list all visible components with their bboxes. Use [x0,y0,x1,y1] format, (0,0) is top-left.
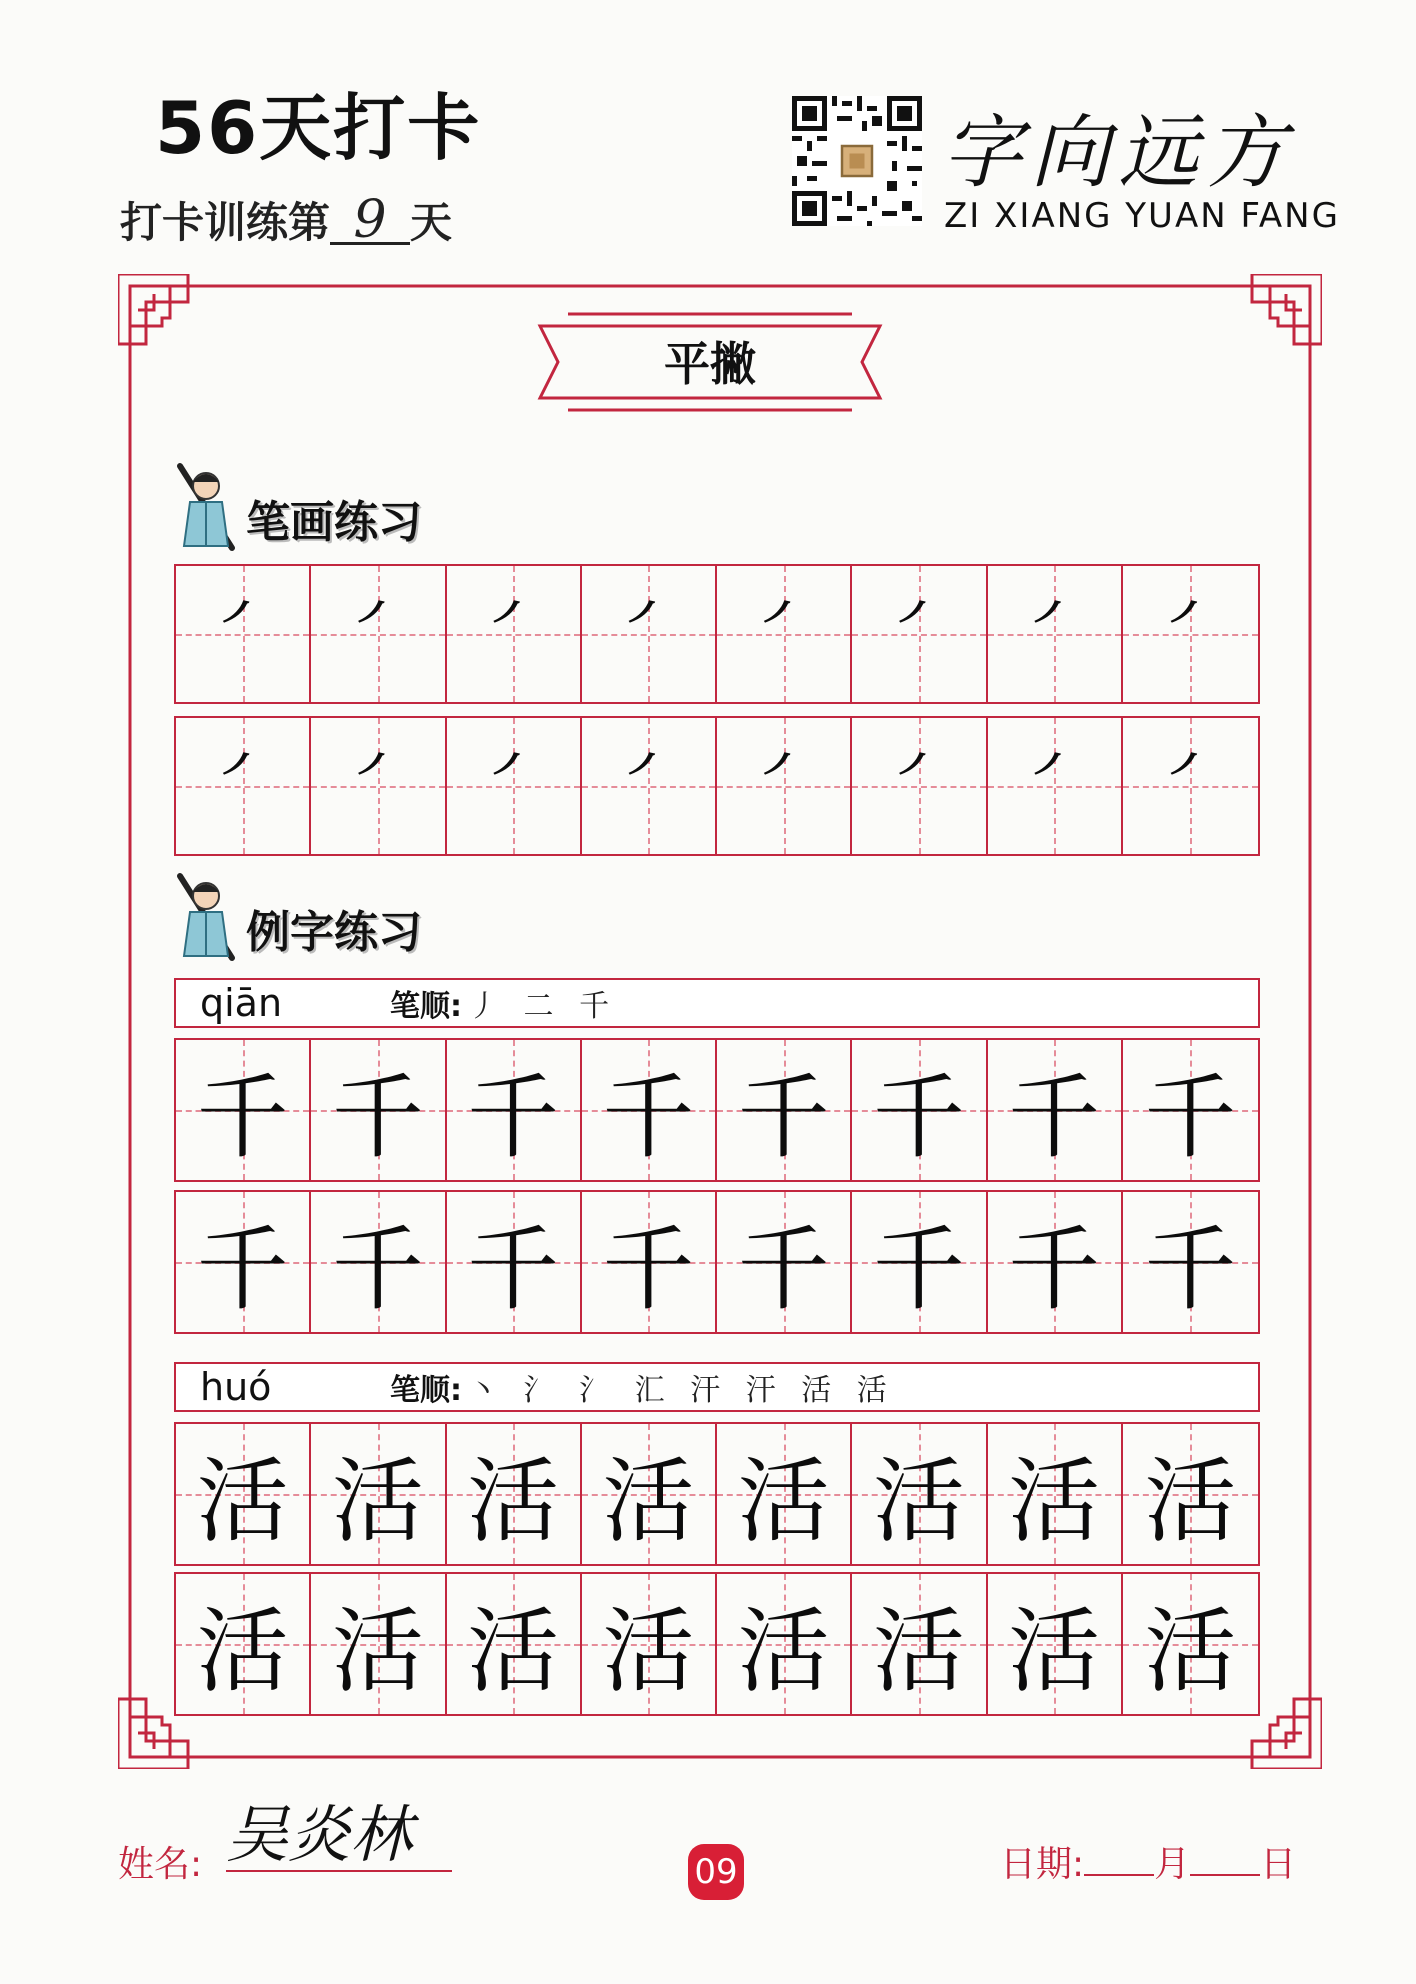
character-sample: 千 [467,1216,560,1323]
practice-cell[interactable] [717,566,852,702]
stroke-order-sequence: 丶 氵 氵 汇 汗 汗 活 活 [468,1373,895,1408]
practice-cell[interactable] [311,1040,446,1180]
stroke-sample: ㇒ [761,594,806,645]
character-practice-row [174,1572,1260,1716]
character-sample: 千 [467,1064,560,1171]
practice-cell[interactable] [988,566,1123,702]
practice-cell[interactable] [988,1040,1123,1180]
practice-cell[interactable] [447,718,582,854]
month-field[interactable] [1084,1874,1154,1876]
character-sample: 活 [331,1598,424,1705]
day-prefix: 打卡训练第 [120,198,331,247]
stroke-sample: ㇒ [355,746,400,797]
stroke-sample: ㇒ [626,746,671,797]
stroke-practice-row [174,564,1260,704]
practice-cell[interactable] [1123,718,1258,854]
practice-cell[interactable] [988,1192,1123,1332]
practice-cell[interactable] [852,1192,987,1332]
practice-cell[interactable] [582,718,717,854]
practice-cell[interactable] [717,718,852,854]
practice-cell[interactable] [447,1574,582,1714]
practice-cell[interactable] [176,566,311,702]
practice-cell[interactable] [852,1040,987,1180]
date-line [1000,1836,1296,1887]
character-sample: 千 [331,1064,424,1171]
day-number-field[interactable]: 9 [330,198,410,245]
stroke-sample: ㇒ [355,594,400,645]
character-sample: 千 [1008,1216,1101,1323]
day-field[interactable] [1190,1874,1260,1876]
month-label: 月 [1154,1844,1191,1885]
stroke-sample: ㇒ [761,746,806,797]
practice-cell[interactable] [1123,1040,1258,1180]
stroke-sample: ㇒ [220,746,265,797]
character-sample: 千 [1008,1064,1101,1171]
stroke-sample: ㇒ [626,594,671,645]
character-sample: 活 [602,1598,695,1705]
practice-cell[interactable] [717,1192,852,1332]
pinyin-bar-qian [174,978,1260,1028]
practice-cell[interactable] [988,718,1123,854]
character-sample: 活 [196,1598,289,1705]
character-sample: 千 [602,1064,695,1171]
character-sample: 活 [737,1598,830,1705]
character-sample: 活 [1144,1448,1237,1555]
day-suffix: 天 [410,198,453,247]
practice-cell[interactable] [1123,1424,1258,1564]
stroke-order-label: 笔顺: [390,989,462,1024]
practice-cell[interactable] [447,1424,582,1564]
date-label: 日期: [1000,1844,1085,1885]
practice-cell[interactable] [176,1040,311,1180]
practice-cell[interactable] [717,1424,852,1564]
lesson-title: 平撇 [664,337,756,391]
character-sample: 活 [602,1448,695,1555]
stroke-sample: ㇒ [1168,746,1213,797]
practice-cell[interactable] [852,1424,987,1564]
character-sample: 活 [737,1448,830,1555]
character-sample: 活 [331,1448,424,1555]
stroke-sample: ㇒ [491,594,536,645]
character-sample: 千 [602,1216,695,1323]
practice-cell[interactable] [311,1424,446,1564]
brand-pinyin: ZI XIANG YUAN FANG [944,196,1340,236]
character-sample: 活 [872,1598,965,1705]
practice-cell[interactable] [447,1192,582,1332]
character-sample: 活 [1008,1448,1101,1555]
practice-cell[interactable] [311,566,446,702]
qr-code-icon [792,96,922,226]
stroke-sample: ㇒ [1032,594,1077,645]
character-sample: 千 [737,1064,830,1171]
practice-cell[interactable] [447,1040,582,1180]
character-sample: 活 [467,1448,560,1555]
practice-cell[interactable] [582,1424,717,1564]
stroke-sample: ㇒ [896,746,941,797]
stroke-sample: ㇒ [491,746,536,797]
practice-cell[interactable] [582,1040,717,1180]
practice-cell[interactable] [447,566,582,702]
character-sample: 活 [196,1448,289,1555]
character-sample: 千 [196,1216,289,1323]
character-practice-row [174,1190,1260,1334]
stroke-practice-title: 笔画练习 [246,497,422,548]
example-practice-title: 例字练习 [246,907,422,958]
practice-cell[interactable] [311,1574,446,1714]
scholar-icon [166,462,246,552]
pinyin: qiān [200,981,283,1025]
practice-cell[interactable] [852,566,987,702]
character-sample: 千 [737,1216,830,1323]
character-sample: 千 [872,1064,965,1171]
practice-cell[interactable] [1123,1192,1258,1332]
character-sample: 千 [872,1216,965,1323]
stroke-sample: ㇒ [1168,594,1213,645]
brand-name: 字向远方 [942,106,1294,199]
character-sample: 活 [1144,1598,1237,1705]
practice-cell[interactable] [582,1574,717,1714]
practice-cell[interactable] [582,1192,717,1332]
practice-cell[interactable] [176,1424,311,1564]
page-number-badge: 09 [688,1844,744,1900]
practice-cell[interactable] [311,718,446,854]
practice-cell[interactable] [311,1192,446,1332]
name-label: 姓名: [118,1844,203,1885]
practice-cell[interactable] [582,566,717,702]
pinyin-bar-huo [174,1362,1260,1412]
practice-cell[interactable] [1123,1574,1258,1714]
practice-cell[interactable] [988,1424,1123,1564]
practice-cell[interactable] [176,1574,311,1714]
character-sample: 千 [1144,1216,1237,1323]
practice-cell[interactable] [988,1574,1123,1714]
practice-cell[interactable] [717,1040,852,1180]
stroke-order-label: 笔顺: [390,1373,462,1408]
day-checkin-line [120,190,452,250]
character-practice-row [174,1422,1260,1566]
character-practice-row [174,1038,1260,1182]
stroke-sample: ㇒ [896,594,941,645]
stroke-sample: ㇒ [1032,746,1077,797]
character-sample: 千 [1144,1064,1237,1171]
practice-cell[interactable] [717,1574,852,1714]
practice-cell[interactable] [852,718,987,854]
character-sample: 活 [467,1598,560,1705]
name-field[interactable]: 吴炎林 [226,1800,452,1872]
practice-cell[interactable] [176,1192,311,1332]
character-sample: 千 [331,1216,424,1323]
main-title: 56天打卡 [155,86,482,170]
character-sample: 活 [872,1448,965,1555]
character-sample: 千 [196,1064,289,1171]
scholar-icon [166,872,246,962]
practice-cell[interactable] [852,1574,987,1714]
stroke-order-sequence: 丿 二 千 [468,989,618,1024]
stroke-sample: ㇒ [220,594,265,645]
practice-cell[interactable] [176,718,311,854]
practice-cell[interactable] [1123,566,1258,702]
pinyin: huó [200,1365,272,1409]
character-sample: 活 [1008,1598,1101,1705]
day-label: 日 [1260,1844,1297,1885]
stroke-practice-row [174,716,1260,856]
